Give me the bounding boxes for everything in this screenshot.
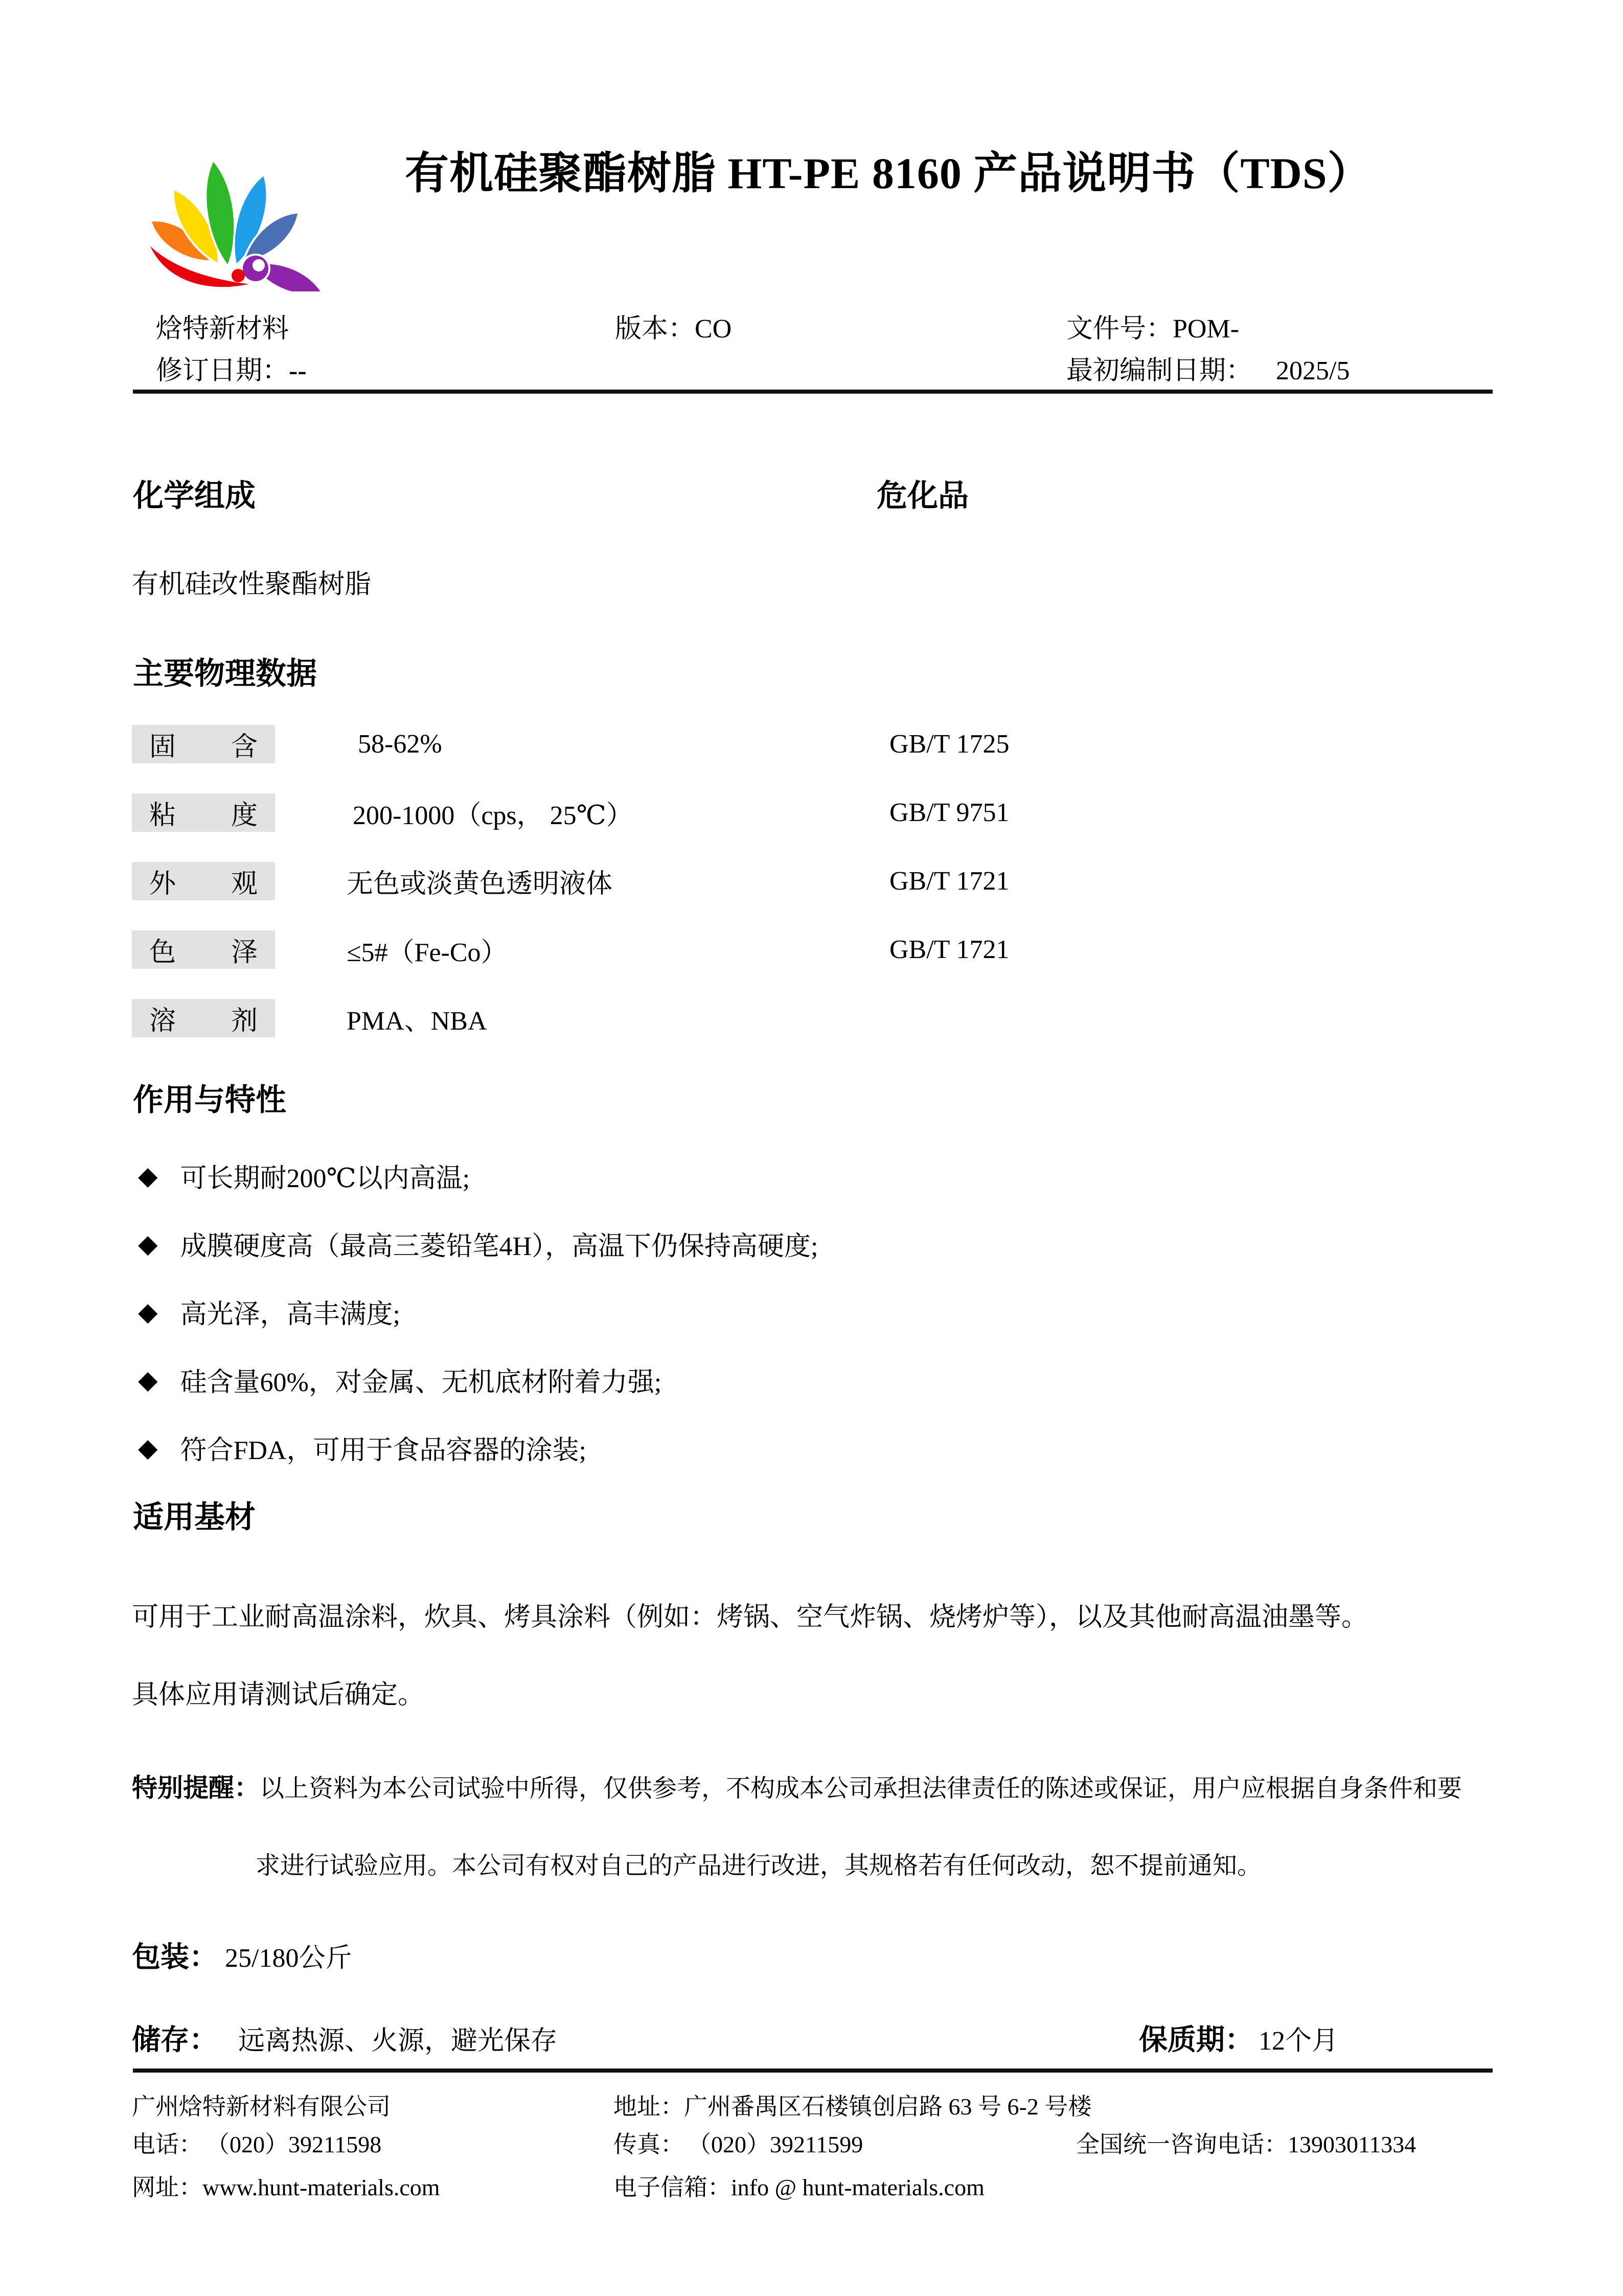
feature-text: 硅含量60%，对金属、无机底材附着力强; bbox=[180, 1368, 662, 1397]
physical-row-label bbox=[132, 930, 275, 969]
feature-text: 符合FDA，可用于食品容器的涂装; bbox=[180, 1436, 586, 1465]
footer-phone bbox=[132, 2133, 381, 2156]
row-label-char: 含 bbox=[231, 733, 258, 762]
revision-date-value: -- bbox=[289, 356, 307, 385]
packaging-value: 25/180公斤 bbox=[225, 1944, 352, 1973]
section-heading-features: 作用与特性 bbox=[133, 1083, 286, 1117]
shelf-life-field bbox=[1139, 2026, 1338, 2055]
physical-row-value: ≤5#（Fe-Co） bbox=[347, 938, 508, 967]
row-label-char: 色 bbox=[149, 938, 176, 967]
section-heading-physical-data: 主要物理数据 bbox=[133, 656, 317, 691]
footer-hotline-value: 13903011334 bbox=[1288, 2131, 1416, 2157]
footer-phone-value: （020）39211598 bbox=[218, 2131, 382, 2157]
feature-item bbox=[138, 1156, 470, 1195]
header-divider-line bbox=[133, 390, 1493, 394]
doc-no-value: POM- bbox=[1173, 314, 1240, 344]
footer-hotline bbox=[1076, 2133, 1416, 2156]
row-label-char: 粘 bbox=[149, 801, 176, 830]
physical-row-value: 58-62% bbox=[358, 730, 442, 759]
footer-phone-label: 电话： bbox=[132, 2131, 202, 2157]
initial-date-label: 最初编制日期： bbox=[1066, 356, 1253, 385]
footer-fax bbox=[613, 2133, 863, 2156]
shelf-life-label: 保质期： bbox=[1139, 2024, 1253, 2056]
section-heading-substrates: 适用基材 bbox=[133, 1500, 256, 1534]
initial-date-field bbox=[1066, 358, 1350, 384]
physical-row-standard: GB/T 1721 bbox=[889, 867, 1010, 896]
revision-date-field bbox=[156, 358, 307, 384]
footer-fax-label: 传真： bbox=[613, 2131, 684, 2157]
row-label-char: 溶 bbox=[149, 1007, 176, 1036]
feature-text: 成膜硬度高（最高三菱铅笔4H），高温下仍保持高硬度; bbox=[180, 1232, 818, 1261]
physical-row-label bbox=[132, 725, 275, 763]
physical-row-value: 无色或淡黄色透明液体 bbox=[347, 870, 613, 899]
storage-label: 储存： bbox=[132, 2024, 218, 2056]
feature-text: 高光泽，高丰满度; bbox=[180, 1300, 400, 1329]
row-label-char: 固 bbox=[149, 733, 176, 762]
version-label: 版本： bbox=[615, 314, 695, 344]
physical-row-value: 200-1000（cps， 25℃） bbox=[353, 801, 633, 830]
special-notice-line2: 求进行试验应用。本公司有权对自己的产品进行改进，其规格若有任何改动，恕不提前通知。 bbox=[256, 1852, 1262, 1879]
feature-text: 可长期耐200℃以内高温; bbox=[180, 1164, 470, 1193]
row-label-char: 泽 bbox=[231, 938, 258, 967]
revision-date-label: 修订日期： bbox=[156, 356, 289, 385]
substrates-paragraph-line1: 可用于工业耐高温涂料，炊具、烤具涂料（例如：烤锅、空气炸锅、烧烤炉等），以及其他耐高温油墨等。 bbox=[132, 1603, 1368, 1632]
footer-address-label: 地址： bbox=[613, 2094, 684, 2120]
physical-row-standard: GB/T 1721 bbox=[889, 935, 1010, 964]
storage-field bbox=[132, 2026, 557, 2055]
section-heading-hazardous: 危化品 bbox=[877, 479, 969, 513]
footer-fax-value: （020）39211599 bbox=[699, 2131, 863, 2157]
row-label-char: 度 bbox=[231, 801, 258, 830]
footer-address bbox=[613, 2095, 1091, 2119]
footer-email-value: info @ hunt-materials.com bbox=[731, 2174, 985, 2200]
physical-row-standard: GB/T 9751 bbox=[889, 798, 1010, 827]
shelf-life-value: 12个月 bbox=[1259, 2027, 1339, 2056]
feature-item bbox=[138, 1428, 586, 1467]
footer-website bbox=[132, 2176, 440, 2199]
section-heading-chemical-composition: 化学组成 bbox=[133, 479, 256, 513]
logo-curl-gap bbox=[253, 259, 265, 271]
company-short-name: 焓特新材料 bbox=[156, 314, 289, 344]
footer-website-value: www.hunt-materials.com bbox=[202, 2174, 440, 2200]
diamond-bullet-icon: ◆ bbox=[138, 1433, 158, 1463]
special-notice-line1 bbox=[132, 1775, 1462, 1801]
version-field bbox=[615, 316, 732, 343]
company-logo bbox=[133, 115, 327, 291]
physical-row-label bbox=[132, 862, 275, 900]
substrates-paragraph-line2: 具体应用请测试后确定。 bbox=[132, 1680, 425, 1710]
document-title: 有机硅聚酯树脂 HT-PE 8160 产品说明书（TDS） bbox=[405, 149, 1372, 198]
logo-red-dot bbox=[232, 269, 245, 282]
feature-item bbox=[138, 1360, 661, 1399]
doc-no-label: 文件号： bbox=[1066, 314, 1173, 344]
row-label-char: 观 bbox=[231, 870, 258, 899]
feature-item bbox=[138, 1224, 818, 1263]
feature-item bbox=[138, 1292, 400, 1331]
footer-website-label: 网址： bbox=[132, 2174, 202, 2200]
storage-value: 远离热源、火源，避光保存 bbox=[238, 2027, 558, 2056]
footer-email-label: 电子信箱： bbox=[613, 2174, 731, 2200]
diamond-bullet-icon: ◆ bbox=[138, 1161, 158, 1191]
footer-address-value: 广州番禺区石楼镇创启路 63 号 6-2 号楼 bbox=[684, 2094, 1092, 2120]
row-label-char: 外 bbox=[149, 870, 176, 899]
footer-email bbox=[613, 2176, 985, 2199]
physical-row-label bbox=[132, 793, 275, 832]
diamond-bullet-icon: ◆ bbox=[138, 1229, 158, 1259]
version-value: CO bbox=[695, 314, 732, 344]
packaging-label: 包装： bbox=[132, 1941, 218, 1973]
physical-row-standard: GB/T 1725 bbox=[889, 730, 1010, 759]
chemical-composition-value: 有机硅改性聚酯树脂 bbox=[132, 570, 372, 599]
diamond-bullet-icon: ◆ bbox=[138, 1365, 158, 1395]
physical-row-value: PMA、NBA bbox=[347, 1007, 487, 1036]
special-notice-text1: 以上资料为本公司试验中所得，仅供参考，不构成本公司承担法律责任的陈述或保证，用户应根据自身条件和要 bbox=[260, 1775, 1462, 1802]
footer-company-name: 广州焓特新材料有限公司 bbox=[132, 2094, 391, 2120]
footer-divider-line bbox=[133, 2068, 1493, 2073]
doc-no-field bbox=[1066, 316, 1239, 343]
row-label-char: 剂 bbox=[231, 1007, 258, 1036]
special-notice-label: 特别提醒： bbox=[132, 1774, 260, 1802]
initial-date-value: 2025/5 bbox=[1276, 356, 1350, 385]
physical-row-label bbox=[132, 999, 275, 1037]
diamond-bullet-icon: ◆ bbox=[138, 1297, 158, 1327]
packaging-field bbox=[132, 1943, 352, 1972]
footer-hotline-label: 全国统一咨询电话： bbox=[1076, 2131, 1288, 2157]
